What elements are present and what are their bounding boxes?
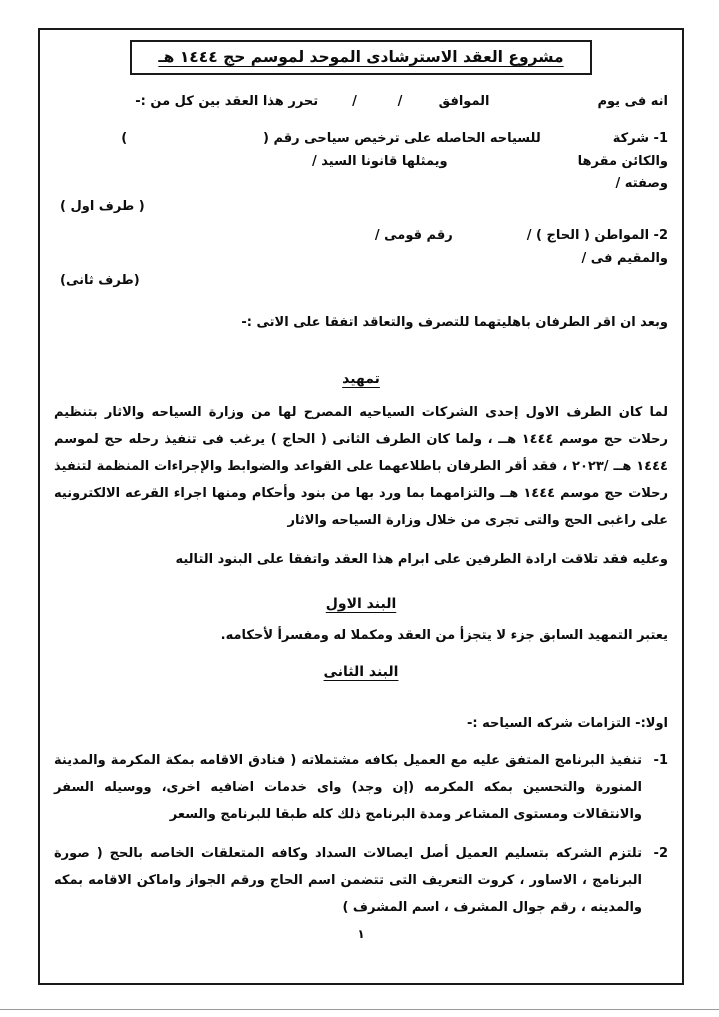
party2-number-citizen: 2- المواطن ( الحاج ) / bbox=[526, 227, 668, 243]
party1-license-line: للسياحه الحاصله على ترخيص سياحى رقم ( ) bbox=[121, 130, 541, 146]
preamble-heading-row bbox=[54, 368, 668, 390]
day-label: انه فى يوم bbox=[597, 94, 668, 109]
party1-capacity-label: وصفته / bbox=[615, 176, 668, 192]
party1-company-row bbox=[54, 128, 668, 151]
party1-hq-label: والكائن مقرها bbox=[577, 153, 668, 169]
party2-role-label: (طرف ثانى) bbox=[60, 273, 140, 289]
party2-national-id-label: رقم قومى / bbox=[374, 227, 453, 243]
preamble-body: لما كان الطرف الاول إحدى الشركات السياحيه المصرح لها من وزارة السياحه والاثار بتنظيم رحلات حج موسم ١٤٤٤ هــ ، ولما كان الطرف الثانى ( الحاج ) يرغب فى تنفيذ رحله حج لموسم ١٤٤٤ هــ /٢٠٢٣ ، فقد أقر الطرفان باطلاعهما على القواعد والضوابط والإجراءات المنظمة لتنفيذ رحلات حج موسم ١٤٤٤ هــ والتزامهما بما ورد بها من بنود وأحكام ومنها اجراء القرعه الالكترونيه على راغبى الحج والتى تجرى من خلال وزارة السياحه والاثار bbox=[54, 404, 669, 528]
obligation-item bbox=[54, 840, 668, 921]
party1-role-label: ( طرف اول ) bbox=[60, 199, 145, 214]
party1-capacity-row bbox=[54, 173, 668, 196]
party2-role-row bbox=[54, 270, 668, 293]
obligation-text: تلتزم الشركه بتسليم العميل أصل ايصالات السداد وكافه المتعلقات الخاصه بالحج ( صورة البرنامج ، الاساور ، كروت التعريف التى تتضمن اسم الحاج ورقم الجواز واماكن الاقامه بمكه والمدينه ، رقم جوال المشرف ، اسم المشرف ) bbox=[54, 845, 642, 916]
page-frame bbox=[38, 28, 684, 985]
party2-residence-row bbox=[54, 248, 668, 271]
preamble-heading: تمهيد bbox=[342, 371, 380, 388]
page-edge-line bbox=[0, 1009, 719, 1010]
party2-citizen-row bbox=[54, 225, 668, 248]
party1-role-row bbox=[54, 196, 668, 219]
party2-residence-label: والمقيم فى / bbox=[581, 250, 668, 266]
document-title: مشروع العقد الاسترشادى الموحد لموسم حج ١٤٤٤ هـ bbox=[158, 48, 564, 66]
obligation-number: 1- bbox=[653, 752, 668, 768]
document-title-box bbox=[130, 40, 592, 75]
clause1-heading: البند الاول bbox=[325, 596, 397, 613]
clause2-subheading: اولا:- التزامات شركه السياحه :- bbox=[466, 715, 668, 731]
page-number: ١ bbox=[357, 927, 365, 942]
contract-intro: تحرر هذا العقد بين كل من :- bbox=[135, 94, 319, 109]
party1-hq-row bbox=[54, 151, 668, 174]
preamble-closing: وعليه فقد تلاقت ارادة الطرفين على ابرام هذا العقد واتفقا على البنود التاليه bbox=[175, 551, 668, 567]
obligation-item bbox=[54, 747, 668, 828]
clause2-heading: البند الثانى bbox=[323, 664, 399, 681]
party1-number-company: 1- شركة bbox=[612, 130, 668, 146]
date-placeholder: الموافق / / bbox=[352, 94, 490, 109]
agreement-statement: وبعد ان اقر الطرفان باهليتهما للتصرف والتعاقد اتفقا على الاتى :- bbox=[241, 315, 668, 330]
obligation-text: تنفيذ البرنامج المتفق عليه مع العميل بكافه مشتملاته ( فنادق الاقامه بمكة المكرمة والمدينة المنورة والتحسين بمكه المكرمه (إن وجد) واى خدمات اضافيه اخرى، ووسيله السفر والانتقالات ومستوى المشاعر ومدة البرنامج ذلك كله طبقا للبرنامج والسعر bbox=[54, 752, 642, 822]
clause1-body: يعتبر التمهيد السابق جزء لا يتجزأ من العقد ومكملا له ومفسرأ لأحكامه. bbox=[220, 627, 668, 643]
clause2-heading-row bbox=[54, 661, 668, 683]
clause1-heading-row bbox=[54, 593, 668, 615]
obligation-number: 2- bbox=[653, 845, 668, 861]
opening-line bbox=[54, 91, 668, 114]
party1-representative-label: ويمثلها قانونا السيد / bbox=[311, 153, 448, 169]
